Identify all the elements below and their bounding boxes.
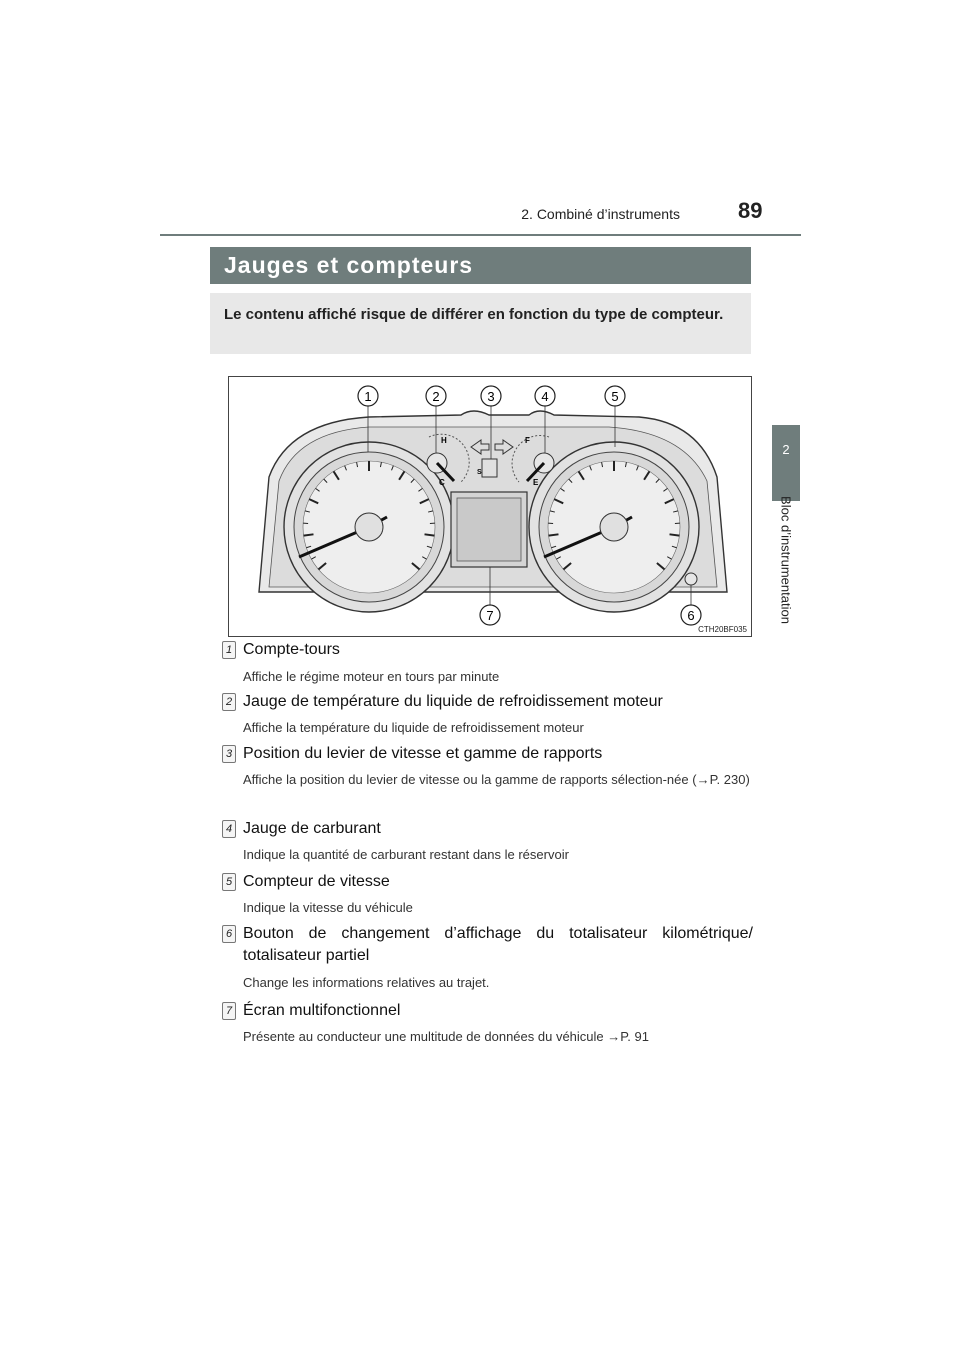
- section-title-bar: [210, 247, 751, 284]
- callout-number: 1: [364, 389, 372, 404]
- item-description: Affiche la température du liquide de refroidissement moteur: [243, 720, 584, 735]
- item-number-badge: 2: [222, 693, 236, 711]
- intro-text: Le contenu affiché risque de différer en fonction du type de compteur.: [224, 306, 724, 323]
- shift-label: S: [477, 469, 482, 476]
- callout-number: 7: [486, 608, 494, 623]
- dial-tick: [425, 534, 435, 535]
- callout-number: 5: [611, 389, 619, 404]
- section-title: Jauges et compteurs: [224, 252, 474, 278]
- item-description: Indique la vitesse du véhicule: [243, 900, 413, 915]
- item-title: Écran multifonctionnel: [243, 1002, 401, 1019]
- page-number: 89: [738, 198, 763, 223]
- dial-tick: [304, 534, 314, 535]
- instrument-cluster-illustration: [229, 377, 751, 636]
- item-number-badge: 6: [222, 925, 236, 943]
- item-title: Jauge de carburant: [243, 820, 381, 837]
- item-title: Compteur de vitesse: [243, 873, 390, 890]
- trip-button-icon: [685, 573, 697, 585]
- item-number-badge: 5: [222, 873, 236, 891]
- item-title: Jauge de température du liquide de refroidissement moteur: [243, 693, 663, 710]
- temp-cold-label: C: [439, 478, 445, 487]
- dial-tick: [549, 534, 559, 535]
- item-number-badge: 4: [222, 820, 236, 838]
- dial-tick: [670, 534, 680, 535]
- header-divider: [160, 234, 801, 236]
- item-title: Compte-tours: [243, 641, 340, 658]
- instrument-cluster-figure: [228, 376, 752, 637]
- callout-number: 2: [432, 389, 440, 404]
- chapter-tab: [772, 425, 800, 501]
- item-description: Présente au conducteur une multitude de données du véhicule →P. 91: [243, 1029, 649, 1044]
- item-title: Position du levier de vitesse et gamme de rapports: [243, 745, 603, 762]
- callout-number: 3: [487, 389, 495, 404]
- item-number-badge: 3: [222, 745, 236, 763]
- callout-number: 6: [687, 608, 695, 623]
- item-description: Change les informations relatives au trajet.: [243, 975, 490, 990]
- item-number-badge: 7: [222, 1002, 236, 1020]
- item-title: Bouton de changement d’affichage du totalisateur kilométrique/ totalisateur partiel: [243, 925, 753, 964]
- item-description: Affiche la position du levier de vitesse ou la gamme de rapports sélection-née (→P. 230): [243, 772, 750, 787]
- fuel-empty-label: E: [533, 478, 539, 487]
- item-description: Affiche le régime moteur en tours par minute: [243, 669, 500, 684]
- intro-box: [210, 293, 751, 354]
- figure-code: CTH20BF035: [698, 625, 747, 634]
- chapter-side-label: Bloc d’instrumentation: [778, 496, 794, 624]
- item-number-badge: 1: [222, 641, 236, 659]
- temp-hot-label: H: [441, 436, 447, 445]
- speedometer-dial: [529, 442, 699, 612]
- fuel-full-label: F: [525, 436, 530, 445]
- callout-number: 4: [541, 389, 549, 404]
- running-header-section: 2. Combiné d’instruments: [521, 206, 680, 222]
- item-description: Indique la quantité de carburant restant dans le réservoir: [243, 847, 569, 862]
- chapter-tab-number: 2: [782, 442, 790, 457]
- shift-indicator-icon: [482, 459, 497, 477]
